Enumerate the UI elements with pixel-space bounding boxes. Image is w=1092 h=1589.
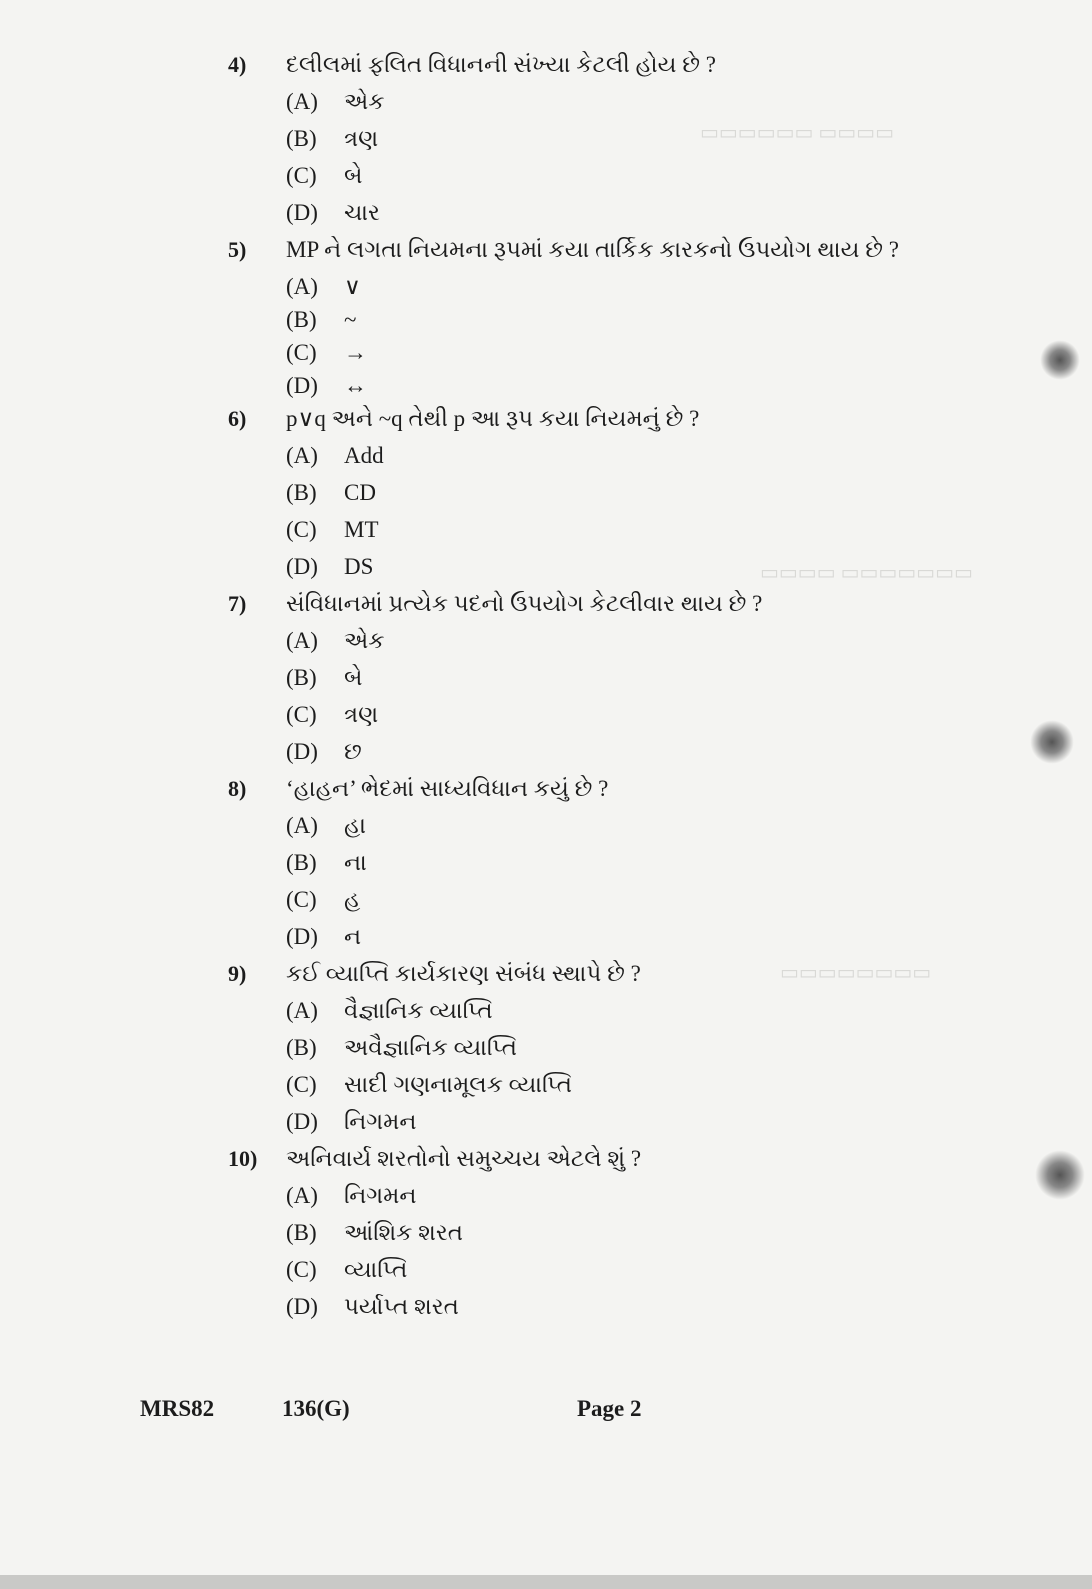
option xyxy=(286,628,1028,665)
option xyxy=(286,702,1028,739)
option xyxy=(286,443,1028,480)
question xyxy=(228,776,1028,961)
option-text: ત્રણ xyxy=(344,126,379,151)
question-text: ‘હાહન’ ભેદમાં સાધ્યવિધાન કયું છે ? xyxy=(286,776,609,801)
option-text: Add xyxy=(344,443,384,468)
options-list xyxy=(286,1183,1028,1331)
option-label: (C) xyxy=(286,517,317,542)
question xyxy=(228,237,1028,406)
option-text: પર્યાપ્ત શરત xyxy=(344,1294,459,1319)
option-text: ના xyxy=(344,850,367,875)
options-list xyxy=(286,628,1028,776)
option-text: બે xyxy=(344,163,363,188)
question-number: 9) xyxy=(228,961,247,986)
option-label: (C) xyxy=(286,887,317,912)
paper-code: MRS82 xyxy=(140,1396,215,1421)
option xyxy=(286,1035,1028,1072)
option xyxy=(286,126,1028,163)
option-label: (B) xyxy=(286,1035,317,1060)
option-label: (A) xyxy=(286,628,318,653)
option-text: ચાર xyxy=(344,200,380,225)
subject-code: 136(G) xyxy=(282,1396,350,1421)
option-text: વ્યાપ્તિ xyxy=(344,1257,408,1282)
option-text: → xyxy=(344,340,367,365)
question xyxy=(228,52,1028,237)
option-text: હા xyxy=(344,813,366,838)
option xyxy=(286,373,1028,406)
option-text: MT xyxy=(344,517,379,542)
option-label: (D) xyxy=(286,200,318,225)
option-label: (A) xyxy=(286,813,318,838)
question-text: અનિવાર્ય શરતોનો સમુચ્ચય એટલે શું ? xyxy=(286,1146,642,1171)
option-text: હ xyxy=(344,887,361,912)
punch-mark xyxy=(1035,1150,1085,1200)
question-text: MP ને લગતા નિયમના રૂપમાં કયા તાર્કિક કારકનો ઉપયોગ થાય છે ? xyxy=(286,237,899,262)
option xyxy=(286,998,1028,1035)
question-number: 5) xyxy=(228,237,247,262)
option-label: (C) xyxy=(286,1257,317,1282)
option xyxy=(286,1257,1028,1294)
option-label: (A) xyxy=(286,274,318,299)
option-label: (B) xyxy=(286,1220,317,1245)
option xyxy=(286,924,1028,961)
question-number: 4) xyxy=(228,52,247,77)
option xyxy=(286,480,1028,517)
option-label: (B) xyxy=(286,850,317,875)
option-text: ∨ xyxy=(344,274,361,299)
option-text: CD xyxy=(344,480,376,505)
option xyxy=(286,665,1028,702)
question-text: કઈ વ્યાપ્તિ કાર્યકારણ સંબંધ સ્થાપે છે ? xyxy=(286,961,641,986)
option-label: (D) xyxy=(286,1294,318,1319)
option-label: (D) xyxy=(286,1109,318,1134)
bleed-through-block: ▭▭▭▭▭▭ ▭▭▭▭ xyxy=(700,122,894,144)
question xyxy=(228,1146,1028,1331)
question-number: 10) xyxy=(228,1146,258,1171)
option xyxy=(286,813,1028,850)
option-label: (B) xyxy=(286,665,317,690)
option-text: નિગમન xyxy=(344,1183,417,1208)
bleed-through-block: ▭▭▭▭ ▭▭▭▭▭▭▭ xyxy=(760,562,973,584)
option-label: (C) xyxy=(286,340,317,365)
options-list xyxy=(286,274,1028,406)
option-text: DS xyxy=(344,554,374,579)
option-text: એક xyxy=(344,628,385,653)
option-label: (B) xyxy=(286,307,317,332)
option-label: (A) xyxy=(286,89,318,114)
option-text: વૈજ્ઞાનિક વ્યાપ્તિ xyxy=(344,998,493,1023)
question-text: દલીલમાં ફલિત વિધાનની સંખ્યા કેટલી હોય છે ? xyxy=(286,52,716,77)
option-text: ન xyxy=(344,924,362,949)
option xyxy=(286,554,1028,591)
bleed-through-block: ▭▭▭▭▭▭▭▭ xyxy=(780,962,932,984)
page-footer xyxy=(140,1396,940,1428)
punch-mark xyxy=(1040,340,1080,380)
question xyxy=(228,406,1028,591)
option-label: (C) xyxy=(286,702,317,727)
options-list xyxy=(286,89,1028,237)
option-text: ~ xyxy=(344,307,357,332)
option-label: (A) xyxy=(286,998,318,1023)
option-text: એક xyxy=(344,89,385,114)
question-number: 7) xyxy=(228,591,247,616)
options-list xyxy=(286,443,1028,591)
option-text: ત્રણ xyxy=(344,702,379,727)
option-label: (D) xyxy=(286,373,318,398)
option-text: અવૈજ્ઞાનિક વ્યાપ્તિ xyxy=(344,1035,517,1060)
page-number: Page 2 xyxy=(577,1396,642,1421)
option xyxy=(286,517,1028,554)
options-list xyxy=(286,998,1028,1146)
question-text: સંવિધાનમાં પ્રત્યેક પદનો ઉપયોગ કેટલીવાર થાય છે ? xyxy=(286,591,763,616)
option-text: સાદી ગણનામૂલક વ્યાપ્તિ xyxy=(344,1072,573,1097)
scan-edge xyxy=(0,1575,1092,1589)
question-list xyxy=(228,52,1028,1331)
question-number: 6) xyxy=(228,406,247,431)
option xyxy=(286,1294,1028,1331)
option xyxy=(286,163,1028,200)
option xyxy=(286,1220,1028,1257)
option-text: આંશિક શરત xyxy=(344,1220,464,1245)
option xyxy=(286,1183,1028,1220)
option xyxy=(286,1072,1028,1109)
option xyxy=(286,850,1028,887)
options-list xyxy=(286,813,1028,961)
option xyxy=(286,89,1028,126)
option-label: (C) xyxy=(286,163,317,188)
question-number: 8) xyxy=(228,776,247,801)
option xyxy=(286,739,1028,776)
option xyxy=(286,887,1028,924)
question-text: p∨q અને ~q તેથી p આ રૂપ કયા નિયમનું છે ? xyxy=(286,406,700,431)
option-text: છ xyxy=(344,739,362,764)
option xyxy=(286,340,1028,373)
option-text: નિગમન xyxy=(344,1109,417,1134)
punch-mark xyxy=(1030,720,1074,764)
option-label: (A) xyxy=(286,1183,318,1208)
option-label: (D) xyxy=(286,554,318,579)
option xyxy=(286,200,1028,237)
option-label: (C) xyxy=(286,1072,317,1097)
option-label: (A) xyxy=(286,443,318,468)
option xyxy=(286,307,1028,340)
option-label: (D) xyxy=(286,924,318,949)
option xyxy=(286,1109,1028,1146)
option-label: (B) xyxy=(286,126,317,151)
question xyxy=(228,961,1028,1146)
option xyxy=(286,274,1028,307)
option-label: (B) xyxy=(286,480,317,505)
question xyxy=(228,591,1028,776)
option-label: (D) xyxy=(286,739,318,764)
option-text: બે xyxy=(344,665,363,690)
option-text: ↔ xyxy=(344,373,367,398)
